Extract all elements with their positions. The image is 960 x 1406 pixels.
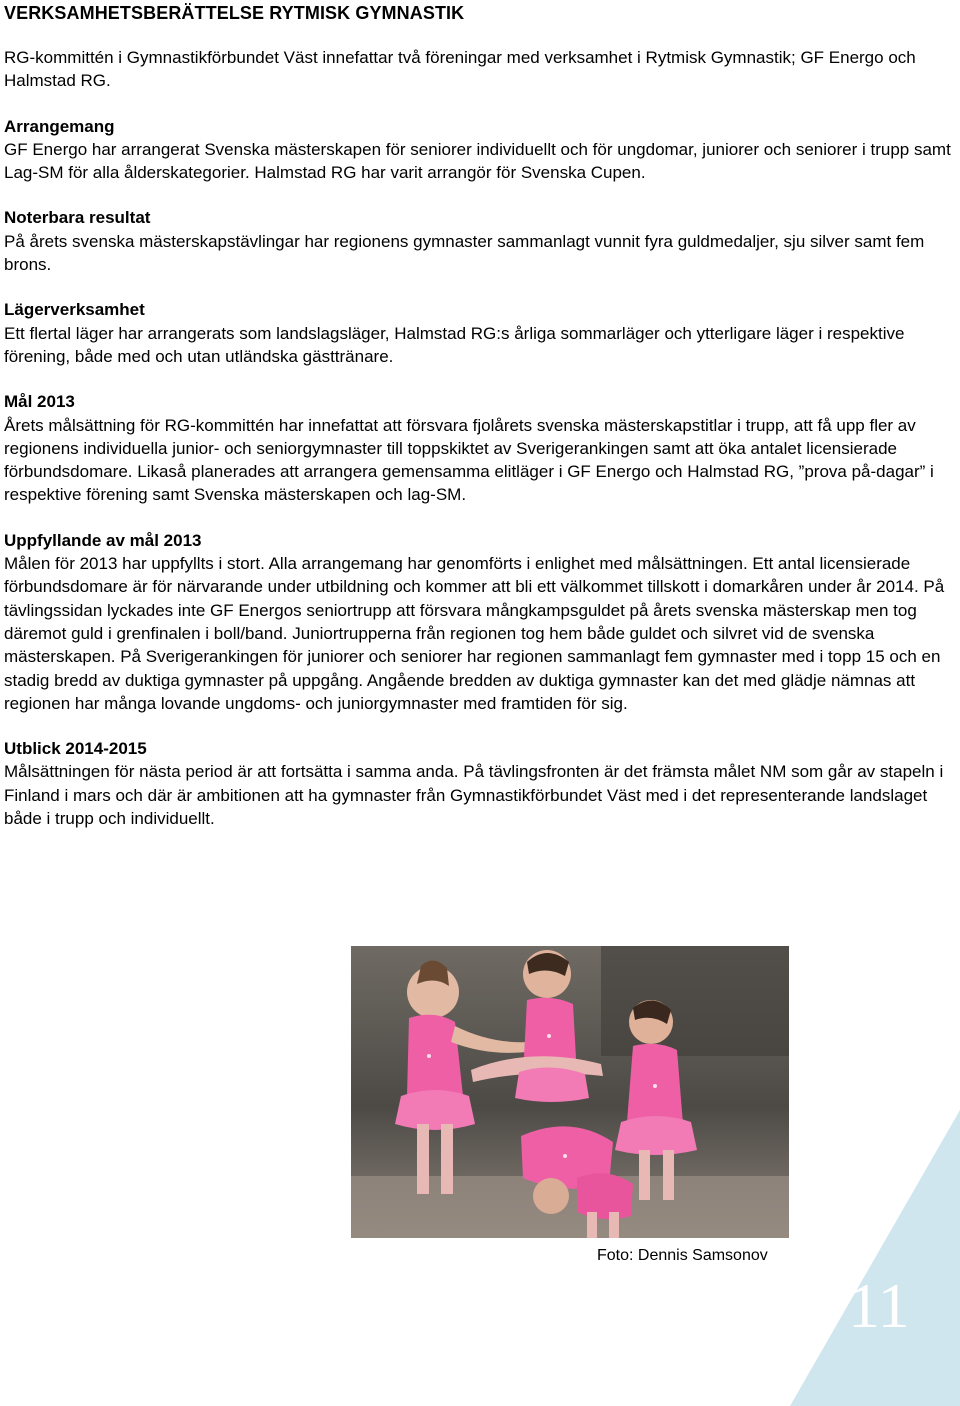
intro-text: RG-kommittén i Gymnastikförbundet Väst innefattar två föreningar med verksamhet i Rytmisk Gymnastik; GF Energo och Halmstad RG. [4,48,916,91]
section-utblick [4,737,954,830]
corner-decoration [790,1110,960,1406]
section-heading: Uppfyllande av mål 2013 [4,530,202,550]
section-lagerverksamhet [4,298,954,368]
intro-section [4,46,954,93]
page-number: 11 [848,1270,910,1341]
section-heading: Mål 2013 [4,392,75,412]
section-noterbara-resultat [4,206,954,276]
section-body: Årets målsättning för RG-kommittén har innefattat att försvara fjolårets svenska mästerskapstitlar i trupp, att få upp fler av regionens individuella junior- och seniorgymnaster till toppskiktet av Sverigerankingen samt att öka antalet licensierade förbundsdomare. Likaså planerades att arrangera gemensamma elitläger i GF Energo och Halmstad RG, ”prova på-dagar” i respektive förening samt Svenska mästerskapen och lag-SM. [4,415,934,505]
gymnasts-illustration [351,946,789,1238]
section-body: Målsättningen för nästa period är att fortsätta i samma anda. På tävlingsfronten är det främsta målet NM som går av stapeln i Finland i mars och där är ambitionen att ha gymnaster från Gymnastikförbundet Väst med i det representerande landslaget både i trupp och individuellt. [4,762,944,829]
corner-triangle-shape [790,1110,960,1406]
gymnasts-photo [351,946,789,1238]
section-arrangemang [4,115,954,185]
section-body: Ett flertal läger har arrangerats som landslagsläger, Halmstad RG:s årliga sommarläger och ytterligare läger i respektive förening, både med och utan utländska gästtränare. [4,323,905,366]
section-heading: Noterbara resultat [4,208,151,228]
document-body [4,0,954,830]
section-body: Målen för 2013 har uppfyllts i stort. Alla arrangemang har genomförts i enlighet med målsättningen. Ett antal licensierade förbundsdomare är för närvarande under utbildning och kommer att bli ett välkommet tillskott i domarkåren under år 2014. På tävlingssidan lyckades inte GF Energos seniortrupp att försvara mångkampsguldet på årets svenska mästerskap men tog däremot guld i grenfinalen i boll/band. Juniortrupperna från regionen tog hem både guldet och silvret vid de svenska mästerskapen. På Sverigerankingen för juniorer och seniorer har regionen sammanlagt fem gymnaster med i topp 15 och en stadig bredd av duktiga gymnaster på uppgång. Angående bredden av duktiga gymnaster kan det med glädje nämnas att regionen har många lovande ungdoms- och juniorgymnaster med framtiden för sig. [4,554,945,713]
section-heading: Arrangemang [4,116,115,136]
section-uppfyllande [4,529,954,715]
section-heading: Lägerverksamhet [4,300,145,320]
section-heading: Utblick 2014-2015 [4,739,147,759]
document-title: VERKSAMHETSBERÄTTELSE RYTMISK GYMNASTIK [4,3,465,23]
section-body: På årets svenska mästerskapstävlingar har regionens gymnaster sammanlagt vunnit fyra guldmedaljer, sju silver samt fem brons. [4,231,925,275]
photo-caption: Foto: Dennis Samsonov [597,1247,768,1264]
section-mal-2013 [4,390,954,506]
section-body: GF Energo har arrangerat Svenska mästerskapen för seniorer individuellt och för ungdomar, juniorer och seniorer i trupp samt Lag-SM för alla ålderskategorier. Halmstad RG har varit arrangör för Svenska Cupen. [4,139,951,183]
